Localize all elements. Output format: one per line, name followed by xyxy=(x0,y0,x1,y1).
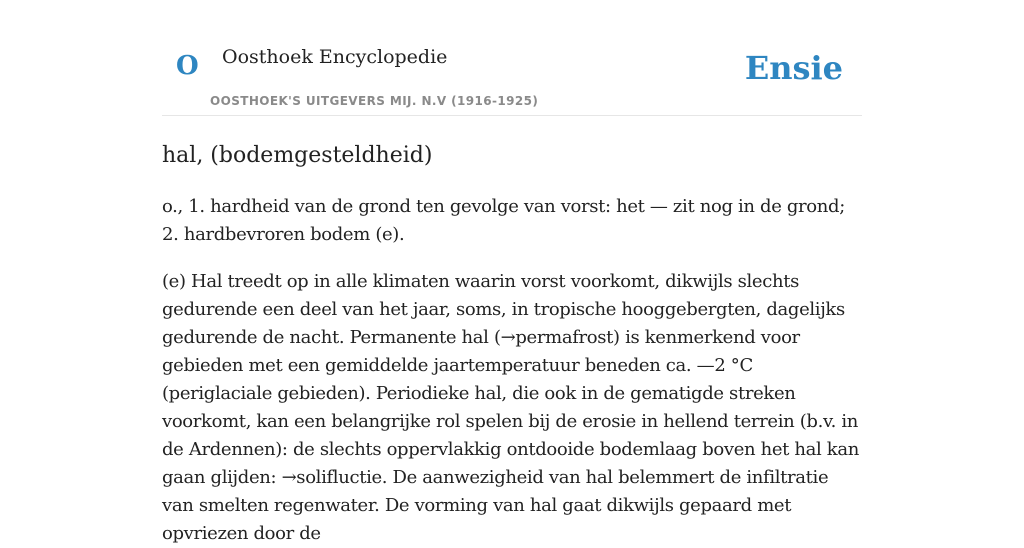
site-title[interactable]: Oosthoek Encyclopedie xyxy=(222,46,448,68)
entry-body-text: (e) Hal treedt op in alle klimaten waarin vorst voorkomt, dikwijls slechts gedurende een deel van het jaar, soms, in tropische hooggebergten, dagelijks gedurende de nacht. Permanente hal ( xyxy=(162,270,845,348)
page-container xyxy=(162,0,862,548)
site-header xyxy=(162,0,862,116)
entry-body-text: ) is kenmerkend voor gebieden met een gemiddelde jaartemperatuur beneden ca. —2 °C (periglaciale gebieden). Periodieke hal, die ook in de gematigde streken voorkomt, kan een belangrijke rol spelen bij de erosie in hellend terrein (b.v. in de Ardennen): de slechts oppervlakkig ontdooide bodemlaag boven het hal kan gaan glijden: xyxy=(162,326,859,488)
entry-body-text: . De aanwezigheid van hal belemmert de infiltratie van smelten regenwater. De vorming van hal gaat dikwijls gepaard met opvriezen door de xyxy=(162,466,829,544)
entry-definition: o., 1. hardheid van de grond ten gevolge van vorst: het — zit nog in de grond; 2. hardbevroren bodem (e). xyxy=(162,195,845,245)
crossref-solifluctie-link[interactable]: →solifluctie xyxy=(281,466,382,488)
logo-icon[interactable]: O xyxy=(176,51,199,81)
publisher-subtitle: OOSTHOEK'S UITGEVERS MIJ. N.V (1916-1925) xyxy=(210,94,539,108)
crossref-permafrost-link[interactable]: →permafrost xyxy=(500,326,614,348)
entry-title: hal, (bodemgesteldheid) xyxy=(162,143,433,168)
brand-logo[interactable]: Ensie xyxy=(744,49,843,87)
entry-body xyxy=(162,268,862,548)
